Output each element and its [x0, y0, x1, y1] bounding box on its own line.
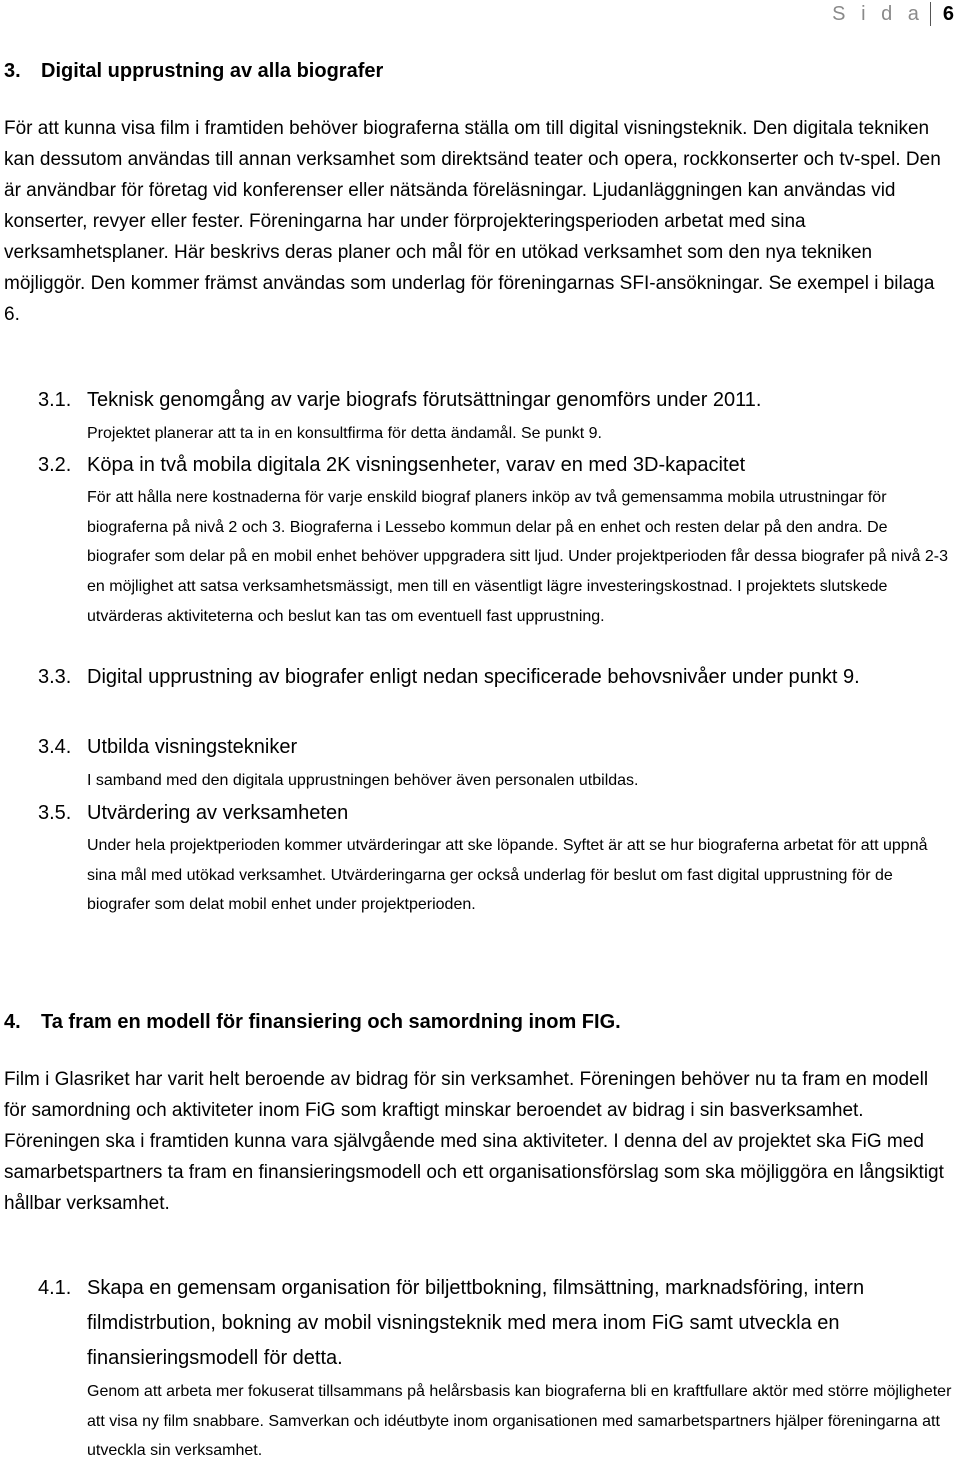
subsection-3-3-heading — [38, 660, 952, 695]
subsection-3-3-number: 3.3. — [38, 666, 72, 688]
page-header — [832, 2, 954, 26]
section-3-paragraph: För att kunna visa film i framtiden behöver biograferna ställa om till digital visningsteknik. Den digitala tekniken kan dessutom användas till annan verksamhet som direktsänd teater och opera, rockkonserter och tv-spel. Den är användbar för företag vid konferenser eller nätsända föreläsningar. Ljudanläggningen kan användas vid konserter, revyer eller fester. Föreningarna har under förprojekteringsperioden arbetat med sina verksamhetsplaner. Här beskrivs deras planer och mål för en utökad verksamhet som den nya tekniken möjliggör. Den kommer främst användas som underlag för föreningarnas SFI-ansökningar. Se exempel i bilaga 6. — [4, 118, 941, 325]
subsection-3-2-title: Köpa in två mobila digitala 2K visningsenheter, varav en med 3D-kapacitet — [87, 454, 746, 476]
section-3-title: Digital upprustning av alla biografer — [41, 60, 384, 82]
subsection-4-1-title: Skapa en gemensam organisation för biljettbokning, filmsättning, marknadsföring, intern filmdistrbution, bokning av mobil visningsteknik med mera inom FiG samt utveckla en finansieringsmodell för detta. — [87, 1277, 865, 1369]
section-3-number: 3. — [4, 60, 21, 82]
section-4-title: Ta fram en modell för finansiering och samordning inom FIG. — [41, 1011, 621, 1033]
subsection-3-5-title: Utvärdering av verksamheten — [87, 802, 349, 824]
section-4-heading — [4, 1011, 621, 1034]
section-4-paragraph: Film i Glasriket har varit helt beroende av bidrag för sin verksamhet. Föreningen behöver nu ta fram en modell för samordning och aktiviteter inom FiG som kraftigt minskar beroendet av bidrag i sin basverksamhet. Föreningen ska i framtiden kunna vara självgående med sina aktiviteter. I denna del av projektet ska FiG med samarbetspartners ta fram en finansieringsmodell och ett organisationsförslag som ska möjliggöra en långsiktigt hållbar verksamhet. — [4, 1069, 944, 1214]
page-number: 6 — [942, 2, 954, 25]
subsection-3-5-text: Under hela projektperioden kommer utvärderingar att ske löpande. Syftet är att se hur biograferna arbetat för att uppnå sina mål med utökad verksamhet. Utvärderingarna ger också underlag för beslut om fast digital upprustning för de biografer som delat mobil enhet under projektperioden. — [87, 837, 928, 914]
section-3-heading — [4, 60, 383, 83]
header-divider — [930, 2, 931, 26]
subsection-3-2-text: För att hålla nere kostnaderna för varje enskild biograf planers inköp av två gemensamma mobila utrustningar för biograferna på nivå 2 och 3. Biograferna i Lessebo kommun delar på en enhet och resten delar på den andra. De biografer som delar på en mobil enhet behöver uppgradera sitt ljud. Under projektperioden får dessa biografer på nivå 2-3 en möjlighet att satsa verksamhetsmässigt, men till en väsentligt lägre investeringskostnad. I projektets slutskede utvärderas aktiviteterna och beslut kan tas om eventuell fast upprustning. — [87, 489, 948, 625]
subsection-3-1-heading — [38, 383, 952, 418]
subsection-3-2-heading — [38, 448, 952, 483]
subsection-3-1-text: Projektet planerar att ta in en konsultfirma för detta ändamål. Se punkt 9. — [87, 425, 602, 442]
subsection-4-1-number: 4.1. — [38, 1277, 72, 1299]
subsection-3-2-number: 3.2. — [38, 454, 72, 476]
subsection-3-4-number: 3.4. — [38, 736, 72, 758]
subsection-3-4-heading — [38, 730, 952, 765]
subsection-4-1-heading — [38, 1271, 952, 1376]
subsection-3-1-number: 3.1. — [38, 389, 72, 411]
subsection-3-4-title: Utbilda visningstekniker — [87, 736, 298, 758]
subsection-3-4-text: I samband med den digitala upprustningen behöver även personalen utbildas. — [87, 772, 639, 789]
section-4-number: 4. — [4, 1011, 21, 1033]
subsection-3-1-title: Teknisk genomgång av varje biografs förutsättningar genomförs under 2011. — [87, 389, 762, 411]
subsection-4-1-text: Genom att arbeta mer fokuserat tillsammans på helårsbasis kan biograferna bli en kraftfullare aktör med större möjligheter att visa ny film snabbare. Samverkan och idéutbyte inom organisationen med samarbetspartners hjälper föreningarna att utveckla sin verksamhet. — [87, 1383, 952, 1460]
subsection-3-5-number: 3.5. — [38, 802, 72, 824]
page-label: S i d a — [832, 2, 924, 25]
subsection-3-3-title: Digital upprustning av biografer enligt nedan specificerade behovsnivåer under punkt 9. — [87, 666, 860, 688]
subsection-3-5-heading — [38, 796, 952, 831]
